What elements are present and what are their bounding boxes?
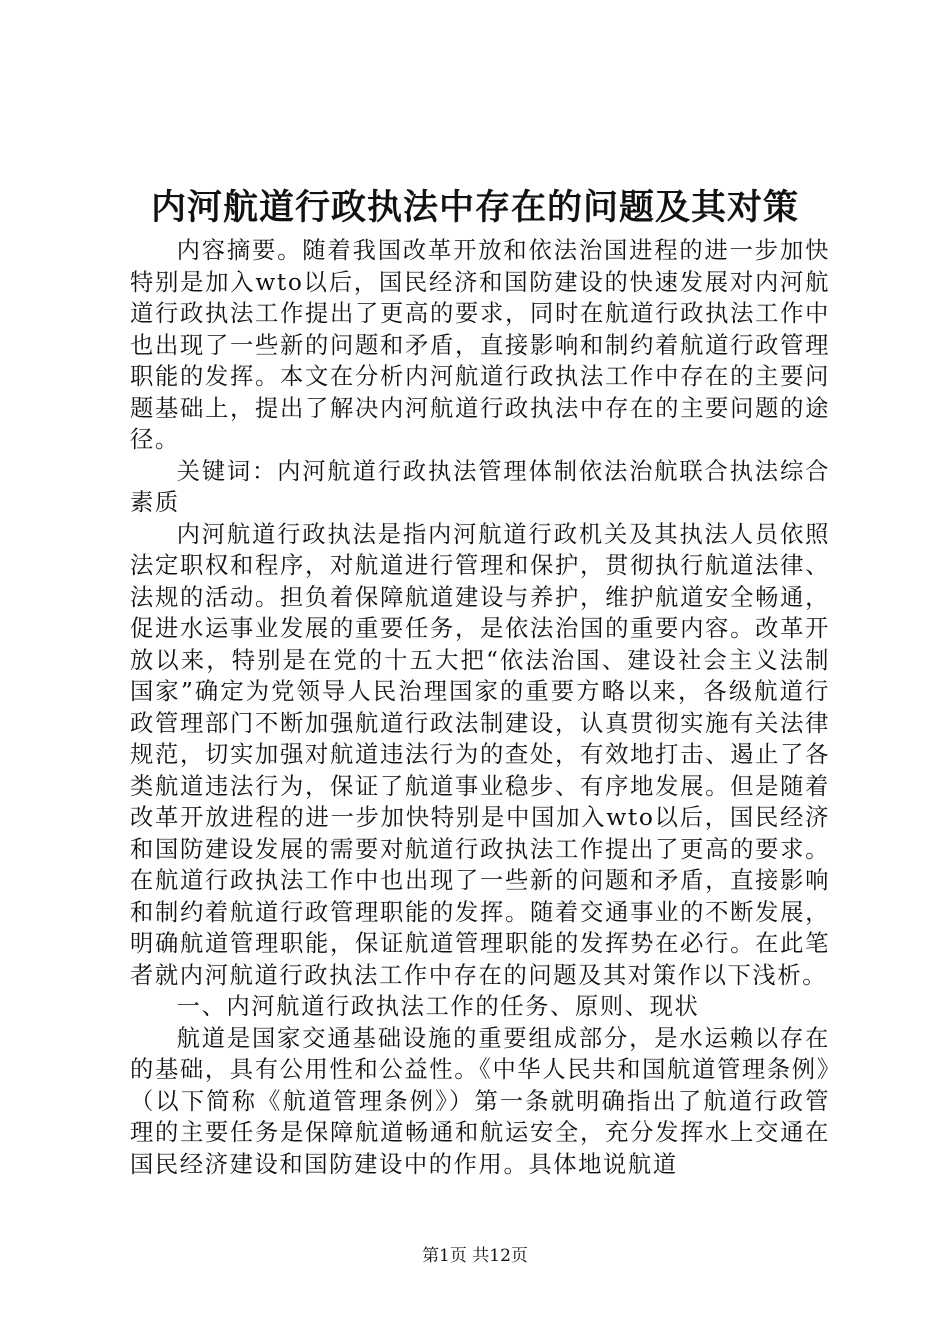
keywords-paragraph: 关键词：内河航道行政执法管理体制依法治航联合执法综合素质 bbox=[130, 457, 830, 516]
document-title: 内河航道行政执法中存在的问题及其对策 bbox=[150, 188, 799, 228]
section-paragraph: 航道是国家交通基础设施的重要组成部分，是水运赖以存在的基础，具有公用性和公益性。《中华人民共和国航道管理条例》（以下简称《航道管理条例》）第一条就明确指出了航道行政管理的主要任务是保障航道畅通和航运安全，充分发挥水上交通在国民经济建设和国防建设中的作用。具体地说航道 bbox=[130, 1024, 830, 1178]
page-number-footer: 第1页 共12页 bbox=[422, 1246, 528, 1266]
section-heading: 一、内河航道行政执法工作的任务、原则、现状 bbox=[176, 993, 700, 1020]
abstract-paragraph: 内容摘要。随着我国改革开放和依法治国进程的进一步加快特别是加入wto以后，国民经济和国防建设的快速发展对内河航道行政执法工作提出了更高的要求，同时在航道行政执法工作中也出现了一些新的问题和矛盾，直接影响和制约着航道行政管理职能的发挥。本文在分析内河航道行政执法工作中存在的主要问题基础上，提出了解决内河航道行政执法中存在的主要问题的途径。 bbox=[130, 237, 830, 453]
intro-paragraph: 内河航道行政执法是指内河航道行政机关及其执法人员依照法定职权和程序，对航道进行管理和保护，贯彻执行航道法律、法规的活动。担负着保障航道建设与养护，维护航道安全畅通，促进水运事业发展的重要任务，是依法治国的重要内容。改革开放以来，特别是在党的十五大把“依法治国、建设社会主义法制国家”确定为党领导人民治理国家的重要方略以来，各级航道行政管理部门不断加强航道行政法制建设，认真贯彻实施有关法律规范，切实加强对航道违法行为的查处，有效地打击、遏止了各类航道违法行为，保证了航道事业稳步、有序地发展。但是随着改革开放进程的进一步加快特别是中国加入wto以后，国民经济和国防建设发展的需要对航道行政执法工作提出了更高的要求。在航道行政执法工作中也出现了一些新的问题和矛盾，直接影响和制约着航道行政管理职能的发挥。随着交通事业的不断发展，明确航道管理职能，保证航道管理职能的发挥势在必行。在此笔者就内河航道行政执法工作中存在的问题及其对策作以下浅析。 bbox=[130, 520, 830, 989]
document-body bbox=[130, 235, 830, 1180]
